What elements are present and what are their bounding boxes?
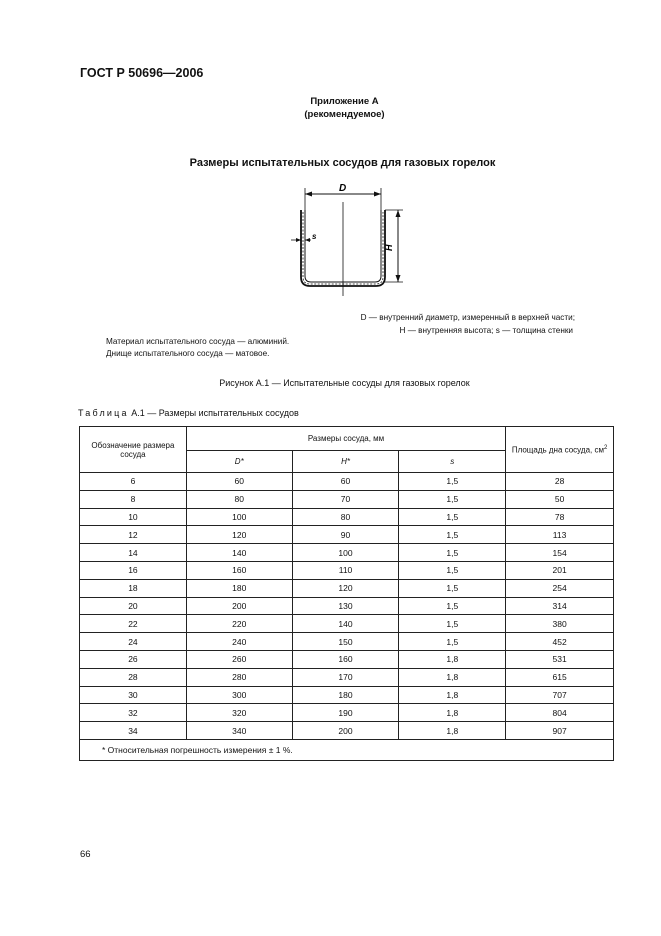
cell-h: 100 bbox=[292, 544, 399, 562]
cell-d: 140 bbox=[186, 544, 292, 562]
table-row bbox=[80, 561, 614, 579]
cell-area: 314 bbox=[506, 597, 614, 615]
cell-area: 254 bbox=[506, 579, 614, 597]
table-caption-lead: Таблица bbox=[78, 408, 129, 418]
table-caption-text: А.1 — Размеры испытательных сосудов bbox=[131, 408, 299, 418]
cell-d: 340 bbox=[186, 722, 292, 740]
cell-d: 80 bbox=[186, 490, 292, 508]
table-row bbox=[80, 650, 614, 668]
cell-designation: 34 bbox=[80, 722, 187, 740]
cell-s: 1,8 bbox=[399, 722, 506, 740]
cell-area: 707 bbox=[506, 686, 614, 704]
d-label: D bbox=[339, 183, 347, 194]
cell-designation: 18 bbox=[80, 579, 187, 597]
cell-s: 1,8 bbox=[399, 704, 506, 722]
table-row bbox=[80, 633, 614, 651]
cell-s: 1,5 bbox=[399, 561, 506, 579]
cell-area: 907 bbox=[506, 722, 614, 740]
cell-designation: 28 bbox=[80, 668, 187, 686]
cell-h: 190 bbox=[292, 704, 399, 722]
cell-h: 150 bbox=[292, 633, 399, 651]
cell-h: 90 bbox=[292, 526, 399, 544]
cell-h: 130 bbox=[292, 597, 399, 615]
cell-s: 1,5 bbox=[399, 490, 506, 508]
table-row bbox=[80, 579, 614, 597]
table-row bbox=[80, 508, 614, 526]
cell-area: 113 bbox=[506, 526, 614, 544]
table-row bbox=[80, 473, 614, 491]
header-d: D* bbox=[186, 451, 292, 473]
table-footnote: * Относительная погрешность измерения ± 1 %. bbox=[80, 739, 614, 760]
cell-area: 380 bbox=[506, 615, 614, 633]
cell-d: 260 bbox=[186, 650, 292, 668]
cell-designation: 22 bbox=[80, 615, 187, 633]
cell-s: 1,5 bbox=[399, 633, 506, 651]
dimensions-table bbox=[79, 426, 614, 761]
cell-s: 1,8 bbox=[399, 668, 506, 686]
cell-area: 28 bbox=[506, 473, 614, 491]
cell-d: 280 bbox=[186, 668, 292, 686]
cell-h: 160 bbox=[292, 650, 399, 668]
annex-title: Приложение А bbox=[310, 96, 379, 107]
h-arrow-bottom bbox=[396, 275, 401, 282]
cell-designation: 32 bbox=[80, 704, 187, 722]
cell-designation: 8 bbox=[80, 490, 187, 508]
d-arrow-right bbox=[374, 192, 381, 197]
cell-designation: 12 bbox=[80, 526, 187, 544]
cell-area: 154 bbox=[506, 544, 614, 562]
cell-s: 1,5 bbox=[399, 526, 506, 544]
table-row bbox=[80, 490, 614, 508]
cell-h: 140 bbox=[292, 615, 399, 633]
h-arrow-top bbox=[396, 210, 401, 217]
header-dimensions: Размеры сосуда, мм bbox=[186, 427, 505, 451]
cell-area: 531 bbox=[506, 650, 614, 668]
header-area-sup: 2 bbox=[603, 444, 608, 451]
cell-h: 110 bbox=[292, 561, 399, 579]
cell-area: 201 bbox=[506, 561, 614, 579]
table-body bbox=[80, 473, 614, 740]
cell-designation: 20 bbox=[80, 597, 187, 615]
header-designation: Обозначение размера сосуда bbox=[80, 427, 187, 473]
cell-designation: 26 bbox=[80, 650, 187, 668]
cell-s: 1,8 bbox=[399, 650, 506, 668]
cell-d: 300 bbox=[186, 686, 292, 704]
h-label: H bbox=[384, 244, 394, 251]
cell-area: 50 bbox=[506, 490, 614, 508]
cell-area: 78 bbox=[506, 508, 614, 526]
cell-d: 200 bbox=[186, 597, 292, 615]
cell-h: 60 bbox=[292, 473, 399, 491]
document-code: ГОСТ Р 50696—2006 bbox=[80, 66, 204, 80]
section-title: Размеры испытательных сосудов для газовых горелок bbox=[189, 157, 496, 169]
cell-s: 1,8 bbox=[399, 686, 506, 704]
table-row bbox=[80, 544, 614, 562]
s-arrow-right bbox=[305, 238, 310, 242]
cell-area: 615 bbox=[506, 668, 614, 686]
figure-legend-line-2: H — внутренняя высота; s — толщина стенки bbox=[399, 326, 573, 335]
header-s: s bbox=[399, 451, 506, 473]
cell-h: 180 bbox=[292, 686, 399, 704]
cell-d: 60 bbox=[186, 473, 292, 491]
table-caption bbox=[78, 408, 299, 418]
table-row bbox=[80, 704, 614, 722]
cell-h: 80 bbox=[292, 508, 399, 526]
annex-subtitle: (рекомендуемое) bbox=[304, 109, 385, 120]
cell-d: 180 bbox=[186, 579, 292, 597]
cell-d: 120 bbox=[186, 526, 292, 544]
cell-designation: 24 bbox=[80, 633, 187, 651]
table-row bbox=[80, 615, 614, 633]
cell-s: 1,5 bbox=[399, 508, 506, 526]
cell-d: 220 bbox=[186, 615, 292, 633]
cell-d: 320 bbox=[186, 704, 292, 722]
vessel-diagram bbox=[285, 180, 420, 305]
cell-s: 1,5 bbox=[399, 473, 506, 491]
cell-s: 1,5 bbox=[399, 544, 506, 562]
header-area bbox=[506, 427, 614, 473]
cell-area: 452 bbox=[506, 633, 614, 651]
cell-h: 200 bbox=[292, 722, 399, 740]
d-arrow-left bbox=[305, 192, 312, 197]
cell-h: 170 bbox=[292, 668, 399, 686]
cell-h: 120 bbox=[292, 579, 399, 597]
cell-designation: 14 bbox=[80, 544, 187, 562]
figure-legend-line-1: D — внутренний диаметр, измеренный в верхней части; bbox=[360, 313, 575, 322]
cell-designation: 6 bbox=[80, 473, 187, 491]
cell-s: 1,5 bbox=[399, 579, 506, 597]
table-row bbox=[80, 526, 614, 544]
cell-d: 100 bbox=[186, 508, 292, 526]
header-area-label: Площадь дна сосуда, см bbox=[511, 445, 604, 455]
figure-caption: Рисунок А.1 — Испытательные сосуды для газовых горелок bbox=[219, 378, 470, 388]
table-row bbox=[80, 597, 614, 615]
table-row bbox=[80, 668, 614, 686]
cell-d: 160 bbox=[186, 561, 292, 579]
cell-designation: 30 bbox=[80, 686, 187, 704]
header-h: H* bbox=[292, 451, 399, 473]
cell-area: 804 bbox=[506, 704, 614, 722]
cell-d: 240 bbox=[186, 633, 292, 651]
cell-h: 70 bbox=[292, 490, 399, 508]
figure-legend-material: Материал испытательного сосуда — алюминий. bbox=[106, 337, 290, 346]
table-row bbox=[80, 722, 614, 740]
table-row bbox=[80, 686, 614, 704]
page-number: 66 bbox=[80, 849, 91, 860]
cell-designation: 10 bbox=[80, 508, 187, 526]
cell-designation: 16 bbox=[80, 561, 187, 579]
s-label: s bbox=[312, 232, 317, 241]
cell-s: 1,5 bbox=[399, 615, 506, 633]
cell-s: 1,5 bbox=[399, 597, 506, 615]
figure-legend-bottom: Днище испытательного сосуда — матовое. bbox=[106, 349, 270, 358]
